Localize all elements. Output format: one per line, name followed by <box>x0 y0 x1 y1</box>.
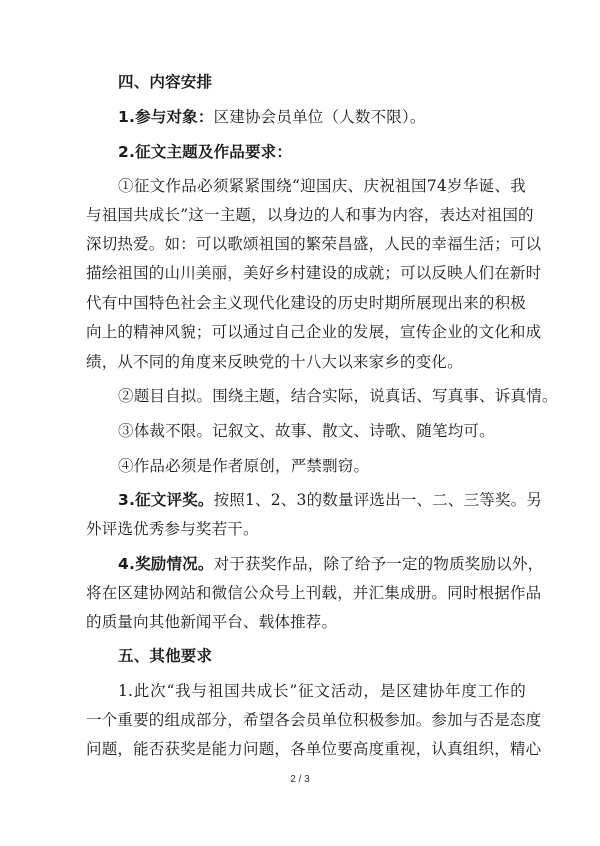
rewards-label: 4.奖励情况。 <box>118 555 214 573</box>
participants-label: 1.参与对象： <box>118 108 214 126</box>
section-heading-other: 五、其他要求 <box>118 647 213 665</box>
paragraph-rewards: 4.奖励情况。对于获奖作品，除了给予一定的物质奖励以外， <box>118 555 544 573</box>
theme-requirements-label: 2.征文主题及作品要求： <box>118 143 293 161</box>
paragraph-line: 外评选优秀参与奖若干。 <box>86 520 259 538</box>
paragraph-participants <box>118 107 426 127</box>
paragraph-line: ①征文作品必须紧紧围绕“迎国庆、庆祝祖国74岁华诞、我 <box>118 177 526 195</box>
paragraph-awards: 3.征文评奖。按照1、2、3的数量评选出一、二、三等奖。另 <box>118 491 543 509</box>
paragraph-theme-label <box>118 142 292 162</box>
paragraph-line: 向上的精神风貌；可以通过自己企业的发展，宣传企业的文化和成 <box>86 323 542 341</box>
page-number: 2 / 3 <box>290 774 310 785</box>
paragraph-line: 深切热爱。如：可以歌颂祖国的繁荣昌盛，人民的幸福生活；可以 <box>86 235 542 253</box>
paragraph-line: 与祖国共成长”这一主题，以身边的人和事为内容，表达对祖国的 <box>86 206 534 224</box>
awards-label: 3.征文评奖。 <box>118 491 214 509</box>
paragraph-line: 一个重要的组成部分，希望各会员单位积极参加。参加与否是态度 <box>86 711 542 729</box>
paragraph-line: 描绘祖国的山川美丽，美好乡村建设的成就；可以反映人们在新时 <box>86 264 542 282</box>
participants-text: 区建协会员单位（人数不限）。 <box>213 108 426 126</box>
paragraph-originality-rule: ④作品必须是作者原创，严禁剽窃。 <box>118 457 370 475</box>
paragraph-line: 将在区建协网站和微信公众号上刊载，并汇集成册。同时根据作品 <box>86 584 542 602</box>
paragraph-line: 的质量向其他新闻平台、载体推荐。 <box>86 613 338 631</box>
paragraph-line: 问题，能否获奖是能力问题，各单位要高度重视，认真组织，精心 <box>86 740 542 758</box>
paragraph-line: 代有中国特色社会主义现代化建设的历史时期所展现出来的积极 <box>86 294 526 312</box>
paragraph-title-rule: ②题目自拟。围绕主题，结合实际，说真话、写真事、诉真情。 <box>118 387 558 405</box>
paragraph-genre-rule: ③体裁不限。记叙文、故事、散文、诗歌、随笔均可。 <box>118 422 495 440</box>
paragraph-line: 1.此次“我与祖国共成长”征文活动，是区建协年度工作的 <box>118 682 526 700</box>
paragraph-line: 绩，从不同的角度来反映党的十八大以来家乡的变化。 <box>86 353 463 371</box>
section-heading-content: 四、内容安排 <box>118 73 213 91</box>
